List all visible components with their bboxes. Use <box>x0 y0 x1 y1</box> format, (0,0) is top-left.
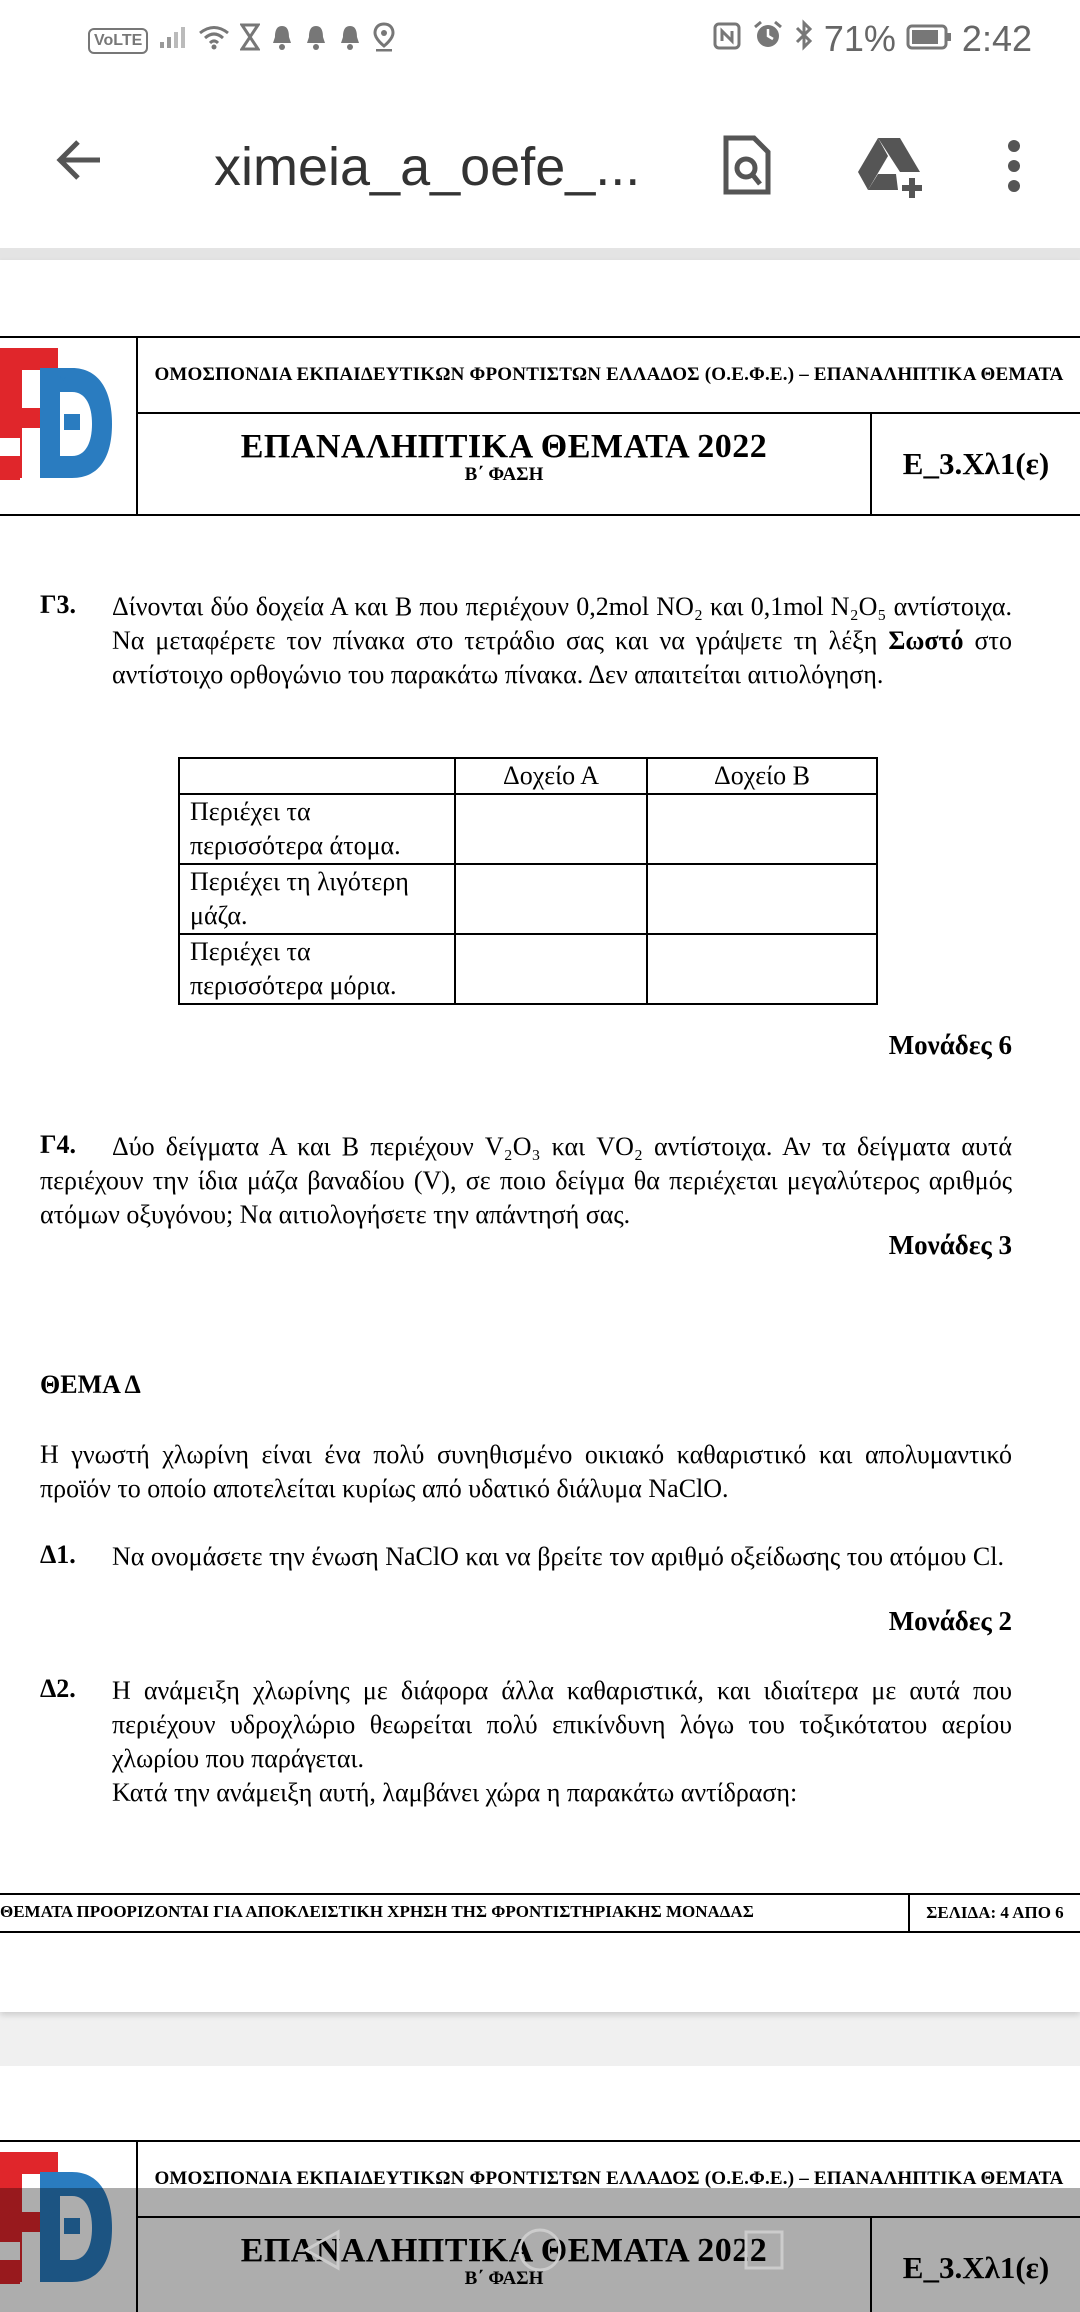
back-arrow-icon[interactable] <box>52 132 108 198</box>
table-row <box>179 864 877 934</box>
theme-d-intro: Η γνωστή χλωρίνη είναι ένα πολύ συνηθισμένο οικιακό καθαριστικό και απολυμαντικό προϊόν το οποίο αποτελείται κυρίως από υδατικό διάλυμα NaClO. <box>40 1440 1012 1503</box>
table-header-cell <box>179 758 455 794</box>
clock-time: 2:42 <box>961 18 1032 59</box>
question-text-d2-cont: Κατά την ανάμειξη αυτή, λαμβάνει χώρα η παρακάτω αντίδραση: <box>112 1778 798 1807</box>
header-code: Ε_3.Χλ1(ε) <box>902 2250 1050 2285</box>
table-row <box>179 934 877 1004</box>
table-cell <box>647 934 877 1004</box>
table-cell <box>455 794 647 864</box>
header-phase: Β΄ ΦΑΣΗ <box>464 2268 544 2289</box>
table-header-row <box>179 758 877 794</box>
nav-back-icon[interactable] <box>298 2226 346 2274</box>
answer-table <box>178 757 878 1005</box>
page-footer <box>0 1893 1080 1933</box>
table-row-label: Περιέχει τα περισσότερα μόρια. <box>179 934 455 1004</box>
status-icons-right <box>712 18 1032 60</box>
table-row <box>179 794 877 864</box>
question-text-g3-part2: στο αντίστοιχο ορθογώνιο του παρακάτω πίνακα. Δεν απαιτείται αιτιολόγηση. <box>112 626 1012 689</box>
marks-g4: Μονάδες 3 <box>888 1230 1012 1260</box>
battery-percent: 71% <box>823 18 896 59</box>
more-vert-icon[interactable] <box>972 124 1056 208</box>
table-cell <box>647 794 877 864</box>
question-number-g4: Γ4. <box>40 1130 77 1159</box>
nav-home-icon[interactable] <box>516 2226 564 2274</box>
marks-g3: Μονάδες 6 <box>888 1030 1012 1060</box>
svg-text:TM: TM <box>54 374 67 384</box>
question-text-d1: Να ονομάσετε την ένωση NaClO και να βρείτε τον αριθμό οξείδωσης του ατόμου Cl. <box>112 1542 1004 1571</box>
find-in-page-icon[interactable] <box>704 124 788 208</box>
toolbar-shadow <box>0 248 1080 260</box>
header-title-box <box>138 414 872 514</box>
table-cell <box>647 864 877 934</box>
header-title: ΕΠΑΝΑΛΗΠΤΙΚΑ ΘΕΜΑΤΑ 2022 <box>240 428 768 465</box>
system-nav-bar <box>0 2188 1080 2312</box>
wifi-icon <box>198 24 230 57</box>
header-org: ΟΜΟΣΠΟΝΔΙΑ ΕΚΠΑΙΔΕΥΤΙΚΩΝ ΦΡΟΝΤΙΣΤΩΝ ΕΛΛΑΔΟΣ (Ο.Ε.Φ.Ε.) – ΕΠΑΝΑΛΗΠΤΙΚΑ ΘΕΜΑΤΑ <box>138 338 1080 414</box>
question-text-g3 <box>112 590 1012 692</box>
question-text-g3-bold: Σωστό <box>888 626 964 655</box>
question-number-d2: Δ2. <box>40 1674 76 1703</box>
question-number-g3: Γ3. <box>40 590 77 619</box>
status-icons-left <box>88 22 396 59</box>
hourglass-icon <box>240 23 260 58</box>
header-org: ΟΜΟΣΠΟΝΔΙΑ ΕΚΠΑΙΔΕΥΤΙΚΩΝ ΦΡΟΝΤΙΣΤΩΝ ΕΛΛΑΔΟΣ (Ο.Ε.Φ.Ε.) – ΕΠΑΝΑΛΗΠΤΙΚΑ ΘΕΜΑΤΑ <box>138 2142 1080 2218</box>
table-row-label: Περιέχει τα περισσότερα άτομα. <box>179 794 455 864</box>
footer-page-number: ΣΕΛΙΔΑ: 4 ΑΠΟ 6 <box>908 1895 1080 1931</box>
page-header <box>0 336 1080 516</box>
table-header-cell: Δοχείο Β <box>647 758 877 794</box>
status-bar <box>0 0 1080 84</box>
add-to-drive-icon[interactable] <box>850 124 934 208</box>
question-text-g4: Δύο δείγματα Α και Β περιέχουν V₂O₃ και VO₂ αντίστοιχα. Αν τα δείγματα αυτά περιέχουν την ίδια μάζα βαναδίου (V), σε ποιο δείγμα θα περιέχεται μεγαλύτερος αριθμός ατόμων οξυγόνου; Να αιτιολογήσετε την απάντησή σας. <box>40 1132 1012 1229</box>
marks-d1: Μονάδες 2 <box>888 1606 1012 1636</box>
location-icon <box>372 22 396 59</box>
header-code: Ε_3.Χλ1(ε) <box>902 446 1050 481</box>
app-toolbar <box>0 84 1080 248</box>
table-cell <box>455 934 647 1004</box>
battery-icon <box>906 18 952 60</box>
bluetooth-icon <box>794 18 814 60</box>
header-phase: Β΄ ΦΑΣΗ <box>464 464 544 485</box>
signal-icon <box>158 24 188 57</box>
volte-badge: VoLTE <box>88 28 148 54</box>
pdf-page[interactable] <box>0 260 1080 2012</box>
document-title: ximeia_a_oefe_... <box>214 137 641 197</box>
header-title: ΕΠΑΝΑΛΗΠΤΙΚΑ ΘΕΜΑΤΑ 2022 <box>240 2232 768 2269</box>
notification-bell-icon <box>304 23 328 58</box>
oefe-logo <box>0 338 138 514</box>
table-cell <box>455 864 647 934</box>
alarm-icon <box>752 18 784 60</box>
question-number-d1: Δ1. <box>40 1540 76 1569</box>
table-header-cell: Δοχείο Α <box>455 758 647 794</box>
notification-bell-icon <box>270 23 294 58</box>
table-row-label: Περιέχει τη λιγότερη μάζα. <box>179 864 455 934</box>
theme-d-heading: ΘΕΜΑ Δ <box>40 1370 141 1399</box>
nav-recents-icon[interactable] <box>740 2226 788 2274</box>
footer-notice: ΘΕΜΑΤΑ ΠΡΟΟΡΙΖΟΝΤΑΙ ΓΙΑ ΑΠΟΚΛΕΙΣΤΙΚΗ ΧΡΗΣΗ ΤΗΣ ΦΡΟΝΤΙΣΤΗΡΙΑΚΗΣ ΜΟΝΑΔΑΣ <box>0 1902 754 1921</box>
nfc-icon <box>712 18 742 60</box>
question-text-d2: Η ανάμειξη χλωρίνης με διάφορα άλλα καθαριστικά, και ιδιαίτερα με αυτά που περιέχουν υδροχλώριο θεωρείται πολύ επικίνδυνη λόγω του τοξικότατου αερίου χλωρίου που παράγεται. <box>112 1676 1012 1773</box>
notification-bell-icon <box>338 23 362 58</box>
question-text-g3-part1: Δίνονται δύο δοχεία Α και Β που περιέχουν 0,2mol NO₂ και 0,1mol N₂O₅ αντίστοιχα. Να μεταφέρετε τον πίνακα στο τετράδιο σας και να γράψετε τη λέξη <box>112 592 1012 655</box>
